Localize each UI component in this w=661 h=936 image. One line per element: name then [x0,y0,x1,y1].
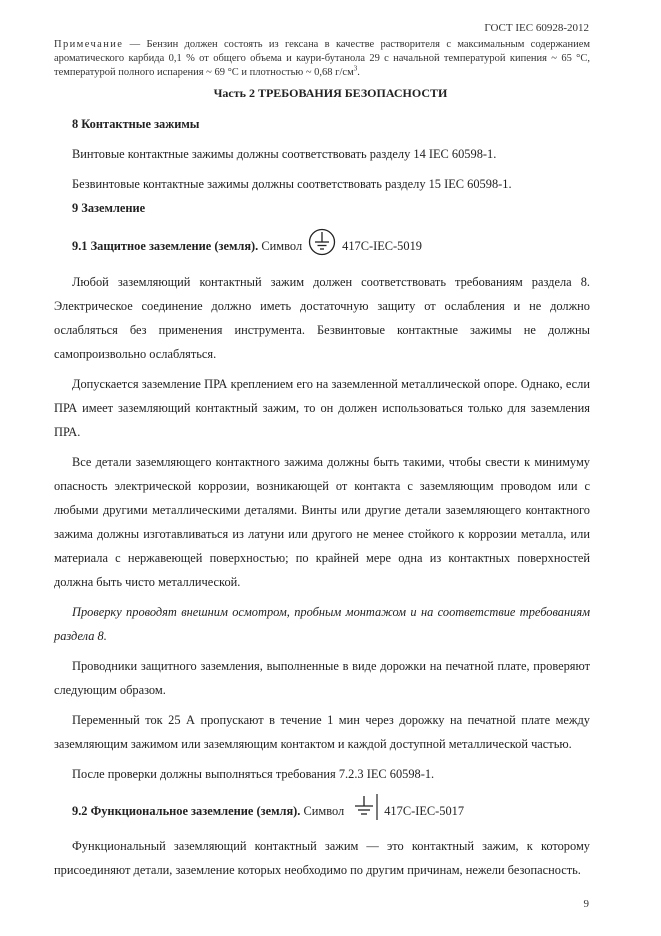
section-9-paragraph-6: Переменный ток 25 А пропускают в течение 1 мин через дорожку на печатной плате между заземляющим зажимом или заземляющим контактом и каждой доступной металлической частью. [54,713,590,751]
note-block [54,38,590,80]
section-9-paragraph-7: После проверки должны выполняться требования 7.2.3 IEC 60598-1. [72,767,435,781]
section-9-1-title: 9.1 Защитное заземление (земля). [72,239,259,253]
section-8-paragraph-2: Безвинтовые контактные зажимы должны соответствовать разделу 15 IEC 60598-1. [72,177,512,191]
section-9-heading: 9 Заземление [72,201,146,215]
section-9-paragraph-5: Проводники защитного заземления, выполненные в виде дорожки на печатной плате, проверяют следующим образом. [54,659,590,697]
note-end: . [357,67,360,78]
section-9-2-symbol-word: Символ [303,804,345,818]
document-body [54,112,590,882]
note-superscript: 3 [353,64,358,73]
section-8-heading: 8 Контактные зажимы [72,117,200,131]
section-9-2-code: 417C-IEC-5017 [384,804,465,818]
section-9-paragraph-3: Все детали заземляющего контактного зажима должны быть такими, чтобы свести к минимуму опасность электрической коррозии, возникающей от контакта с заземляющим проводом или с любыми другими металлическими деталями. Винты или другие детали заземляющего контактного зажима должны изготавливаться из латуни или другого не менее стойкого к коррозии металла, или материала с нержавеющей поверхностью; по крайней мере одна из контактных поверхностей должна быть чисто металлической. [54,455,590,589]
section-9-1-symbol-word: Символ [261,239,303,253]
functional-earth-icon [350,794,378,828]
section-9-2-title: 9.2 Функциональное заземление (земля). [72,804,301,818]
note-label: Примечание [54,39,124,50]
section-9-1-heading [54,228,590,264]
section-9-2-heading [54,794,590,828]
part-title: Часть 2 ТРЕБОВАНИЯ БЕЗОПАСНОСТИ [213,86,448,100]
section-8-paragraph-1: Винтовые контактные зажимы должны соответствовать разделу 14 IEC 60598-1. [72,147,497,161]
page-number: 9 [583,898,589,910]
section-9-paragraph-8: Функциональный заземляющий контактный зажим — это контактный зажим, к которому присоединяют детали, заземление которых необходимо по другим причинам, нежели безопасность. [54,839,590,877]
section-9-paragraph-1: Любой заземляющий контактный зажим должен соответствовать требованиям раздела 8. Электрическое соединение должно иметь достаточную защиту от ослабления и не должно ослабляться без применения инструмента. Безвинтовые контактные зажимы не должны самопроизвольно ослабляться. [54,275,590,361]
section-9-paragraph-2: Допускается заземление ПРА креплением его на заземленной металлической опоре. Однако, если ПРА имеет заземляющий контактный зажим, то он должен использоваться только для заземления ПРА. [54,377,590,439]
section-9-1-code: 417C-IEC-5019 [342,239,422,253]
note-text: — Бензин должен состоять из гексана в качестве растворителя с максимальным содержанием ароматического карбида 0,1 % от общего объема и каури-бутанола 29 с начальной температурой кипения ~ 65 °С, температурой полного испарения ~ 69 °С и плотностью ~ 0,68 г/см [54,39,590,78]
section-9-paragraph-4: Проверку проводят внешним осмотром, пробным монтажом и на соответствие требованиям раздела 8. [54,605,590,643]
standard-code: ГОСТ IEC 60928-2012 [484,22,589,34]
protective-earth-icon [308,228,336,264]
